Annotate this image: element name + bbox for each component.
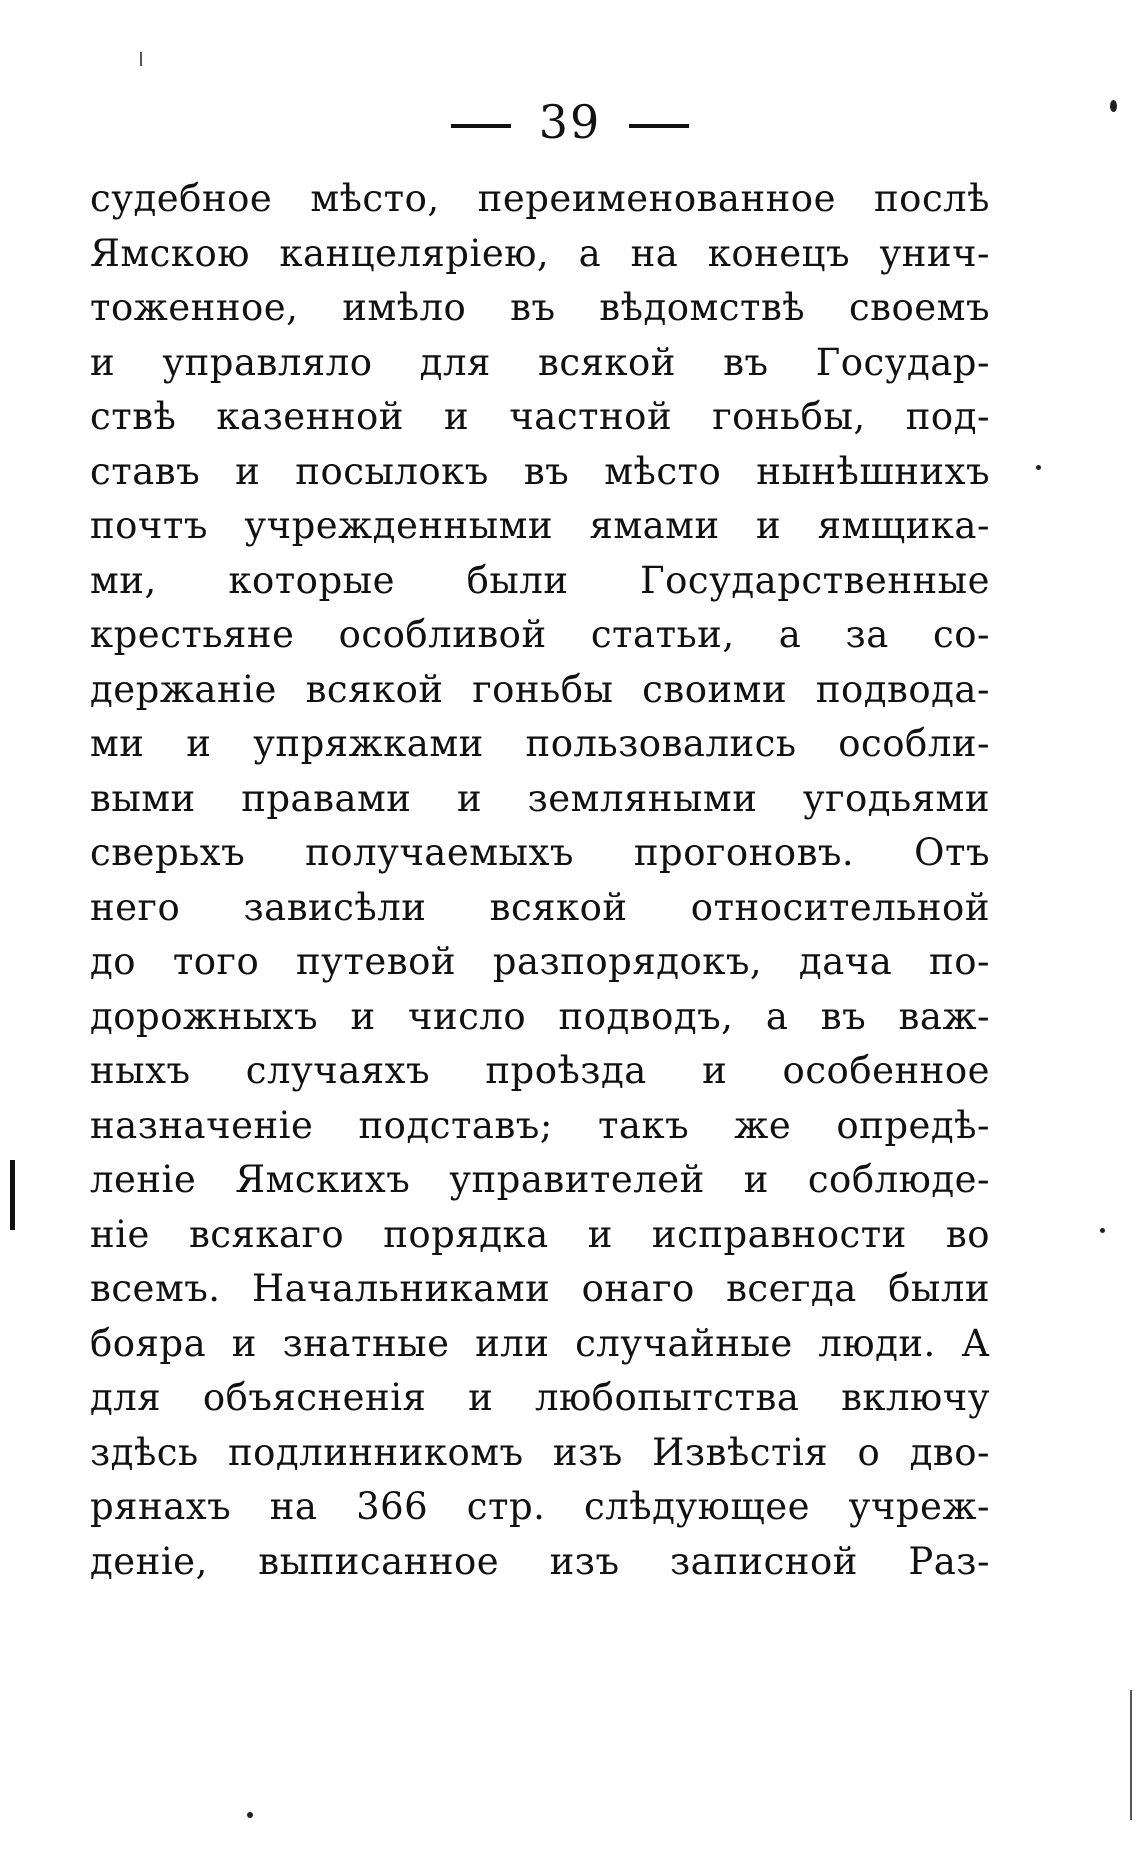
scan-speck <box>1100 1228 1105 1233</box>
text-line: держаніе всякой гоньбы своими подвода- <box>90 667 990 711</box>
text-line: него зависѣли всякой относительной <box>90 885 990 929</box>
text-line: судебное мѣсто, переименованное послѣ <box>90 177 990 220</box>
scan-speck <box>247 1812 253 1818</box>
text-line: выми правами и земляными угодьями <box>90 776 990 820</box>
scan-edge-mark <box>140 52 142 66</box>
text-line: здѣсь подлинникомъ изъ Извѣстія о дво- <box>90 1430 990 1474</box>
text-line: ныхъ случаяхъ проѣзда и особенное <box>90 1049 990 1092</box>
scan-edge-mark <box>10 1160 15 1230</box>
text-line: тоженное, имѣло въ вѣдомствѣ своемъ <box>90 286 990 329</box>
scan-speck <box>1036 465 1041 470</box>
text-line: леніе Ямскихъ управителей и соблюде- <box>90 1158 990 1201</box>
text-line: почтъ учрежденными ямами и ямщика- <box>90 504 990 547</box>
text-line: Ямскою канцеляріею, а на конецъ унич- <box>90 231 990 275</box>
text-line: ніе всякаго порядка и исправности во <box>90 1212 990 1256</box>
text-line: до того путевой разпорядокъ, дача по- <box>90 940 990 983</box>
page-number: 39 <box>538 95 602 149</box>
text-line: ствѣ казенной и частной гоньбы, под- <box>90 395 990 438</box>
text-line: ми, которые были Государственные <box>90 558 990 602</box>
body-text <box>90 172 990 1589</box>
text-line: крестьяне особливой статьи, а за со- <box>90 613 990 656</box>
text-line: ставъ и посылокъ въ мѣсто нынѣшнихъ <box>90 449 990 493</box>
text-line: сверьхъ получаемыхъ прогоновъ. Отъ <box>90 831 990 874</box>
text-line: назначеніе подставъ; такъ же опредѣ- <box>90 1103 990 1147</box>
text-line: для объясненія и любопытства включу <box>90 1376 990 1419</box>
text-line: бояра и знатные или случайные люди. А <box>90 1321 990 1365</box>
text-line: рянахъ на 366 стр. слѣдующее учреж- <box>90 1485 990 1528</box>
scan-speck <box>1110 100 1117 112</box>
scan-edge-mark <box>1130 1690 1132 1820</box>
page-header <box>0 95 1140 149</box>
text-line: всемъ. Начальниками онаго всегда были <box>90 1267 990 1310</box>
header-dash-left <box>451 124 511 128</box>
text-line: ми и упряжками пользовались особли- <box>90 722 990 765</box>
text-line: дорожныхъ и число подводъ, а въ важ- <box>90 994 990 1038</box>
text-line: и управляло для всякой въ Государ- <box>90 340 990 384</box>
header-dash-right <box>629 124 689 128</box>
text-line: деніе, выписанное изъ записной Раз- <box>90 1539 990 1583</box>
